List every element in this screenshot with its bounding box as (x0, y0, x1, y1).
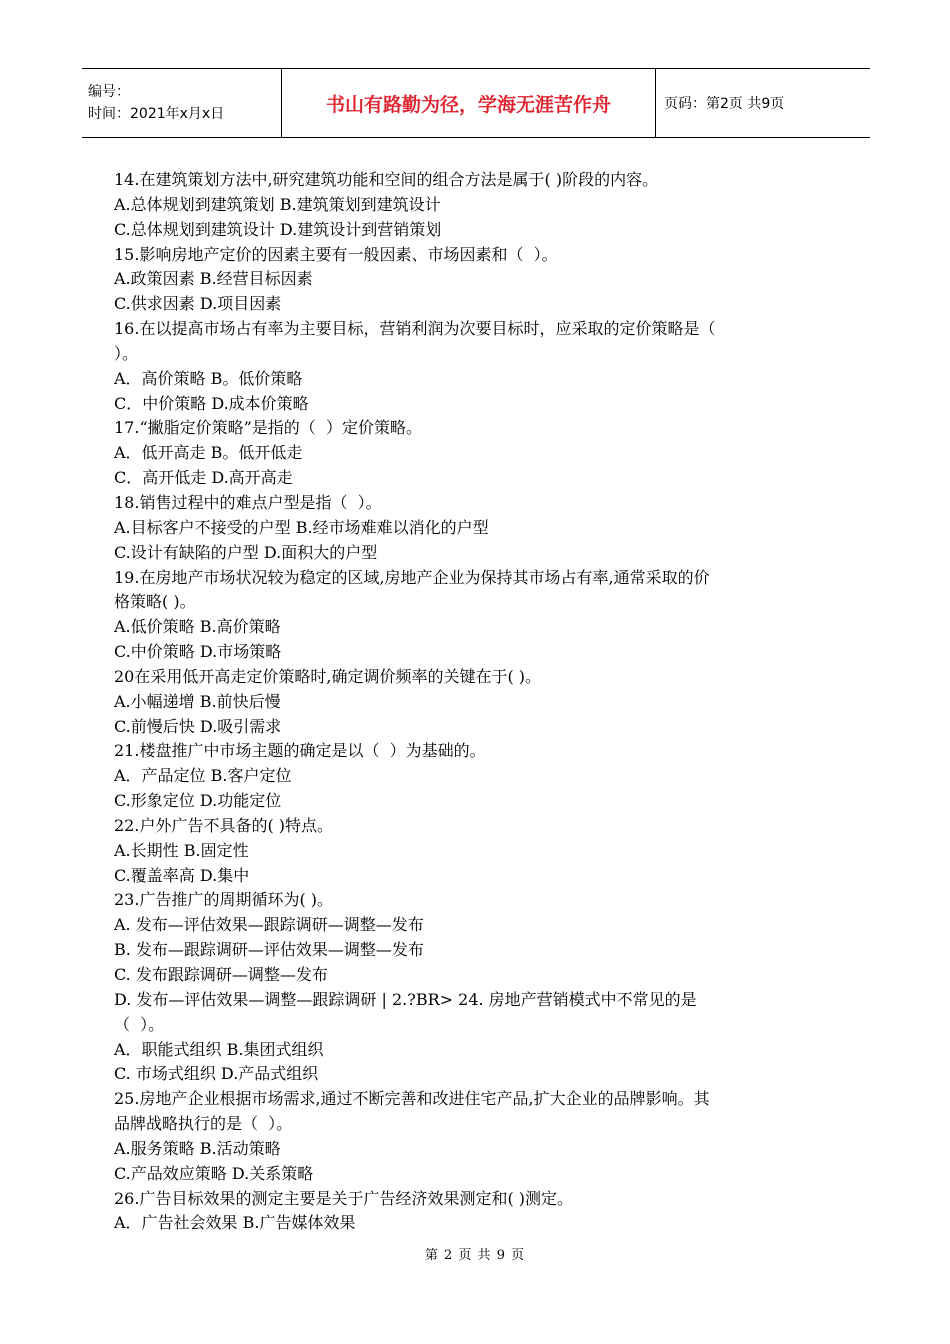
page-footer: 第 2 页 共 9 页 (424, 1248, 526, 1263)
text-line: A.政策因素 B.经营目标因素 (114, 269, 313, 289)
text-line: 19.在房地产市场状况较为稳定的区域,房地产企业为保持其市场占有率,通常采取的价 (114, 567, 710, 587)
text-line: C.产品效应策略 D.关系策略 (114, 1163, 314, 1183)
text-line: A．低开高走 B。低开低走 (114, 443, 303, 463)
text-line: 25.房地产企业根据市场需求,通过不断完善和改进住宅产品,扩大企业的品牌影响。其 (114, 1089, 710, 1109)
text-line: C.前慢后快 D.吸引需求 (114, 716, 282, 736)
text-line: C. 发布跟踪调研—调整—发布 (114, 965, 328, 984)
header-page-label: 页码：第2页 共9页 (664, 96, 785, 112)
text-line: A. 发布—评估效果—跟踪调研—调整—发布 (114, 915, 424, 935)
header-date-label: 时间：2021年x月x日 (88, 106, 225, 122)
text-line: C.中价策略 D.市场策略 (114, 642, 282, 662)
text-line: C.供求因素 D.项目因素 (114, 294, 282, 314)
text-line: 17.“撇脂定价策略”是指的（ ）定价策略。 (114, 418, 422, 438)
text-line: （ ）。 (114, 1014, 165, 1034)
header-meta (82, 69, 282, 137)
text-line: A.小幅递增 B.前快后慢 (114, 691, 281, 711)
header-page-cell (656, 69, 870, 137)
text-line: A.长期性 B.固定性 (114, 840, 249, 860)
text-line: 21.楼盘推广中市场主题的确定是以（ ）为基础的。 (114, 741, 486, 761)
text-line: C. 市场式组织 D.产品式组织 (114, 1064, 319, 1084)
text-line: 品牌战略执行的是（ ）。 (114, 1114, 293, 1134)
text-line: B. 发布—跟踪调研—评估效果—调整—发布 (114, 940, 424, 960)
text-line: D. 发布—评估效果—调整—跟踪调研 | 2.?BR> 24. 房地产营销模式中不常见的是 (114, 989, 697, 1009)
text-line: 格策略( )。 (114, 592, 196, 612)
text-line: ）。 (114, 343, 139, 363)
question-list (114, 168, 844, 1236)
text-line: A.总体规划到建筑策划 B.建筑策划到建筑设计 (114, 194, 441, 214)
text-line: A.服务策略 B.活动策略 (114, 1138, 281, 1158)
text-line: C．高开低走 D.高开高走 (114, 468, 293, 488)
text-line: C.设计有缺陷的户型 D.面积大的户型 (114, 542, 378, 562)
text-line: A．产品定位 B.客户定位 (114, 766, 292, 786)
text-line: 16.在以提高市场占有率为主要目标，营销利润为次要目标时，应采取的定价策略是（ (114, 319, 716, 339)
text-line: 20在采用低开高走定价策略时,确定调价频率的关键在于( )。 (114, 666, 542, 686)
text-line: 14.在建筑策划方法中,研究建筑功能和空间的组合方法是属于( )阶段的内容。 (114, 170, 659, 189)
text-line: A．广告社会效果 B.广告媒体效果 (114, 1213, 356, 1233)
text-line: C.总体规划到建筑设计 D.建筑设计到营销策划 (114, 219, 442, 239)
header-number-label: 编号： (88, 84, 130, 100)
text-line: 26.广告目标效果的测定主要是关于广告经济效果测定和( )测定。 (114, 1188, 574, 1208)
text-line: C.形象定位 D.功能定位 (114, 791, 282, 811)
header-motto-cell (282, 69, 656, 137)
page-header (82, 68, 870, 138)
text-line: 18.销售过程中的难点户型是指（ ）。 (114, 492, 382, 512)
text-line: 23.广告推广的周期循环为( )。 (114, 890, 334, 910)
text-line: A．高价策略 B。低价策略 (114, 368, 303, 388)
text-line: 22.户外广告不具备的( )特点。 (114, 815, 334, 835)
text-line: C.覆盖率高 D.集中 (114, 865, 250, 885)
text-line: A.目标客户不接受的户型 B.经市场难难以消化的户型 (114, 517, 489, 537)
text-line: 15.影响房地产定价的因素主要有一般因素、市场因素和（ ）。 (114, 244, 558, 264)
text-line: A．职能式组织 B.集团式组织 (114, 1039, 324, 1059)
header-motto: 书山有路勤为径，学海无涯苦作舟 (325, 93, 611, 116)
text-line: A.低价策略 B.高价策略 (114, 617, 281, 637)
text-line: C．中价策略 D.成本价策略 (114, 393, 309, 413)
